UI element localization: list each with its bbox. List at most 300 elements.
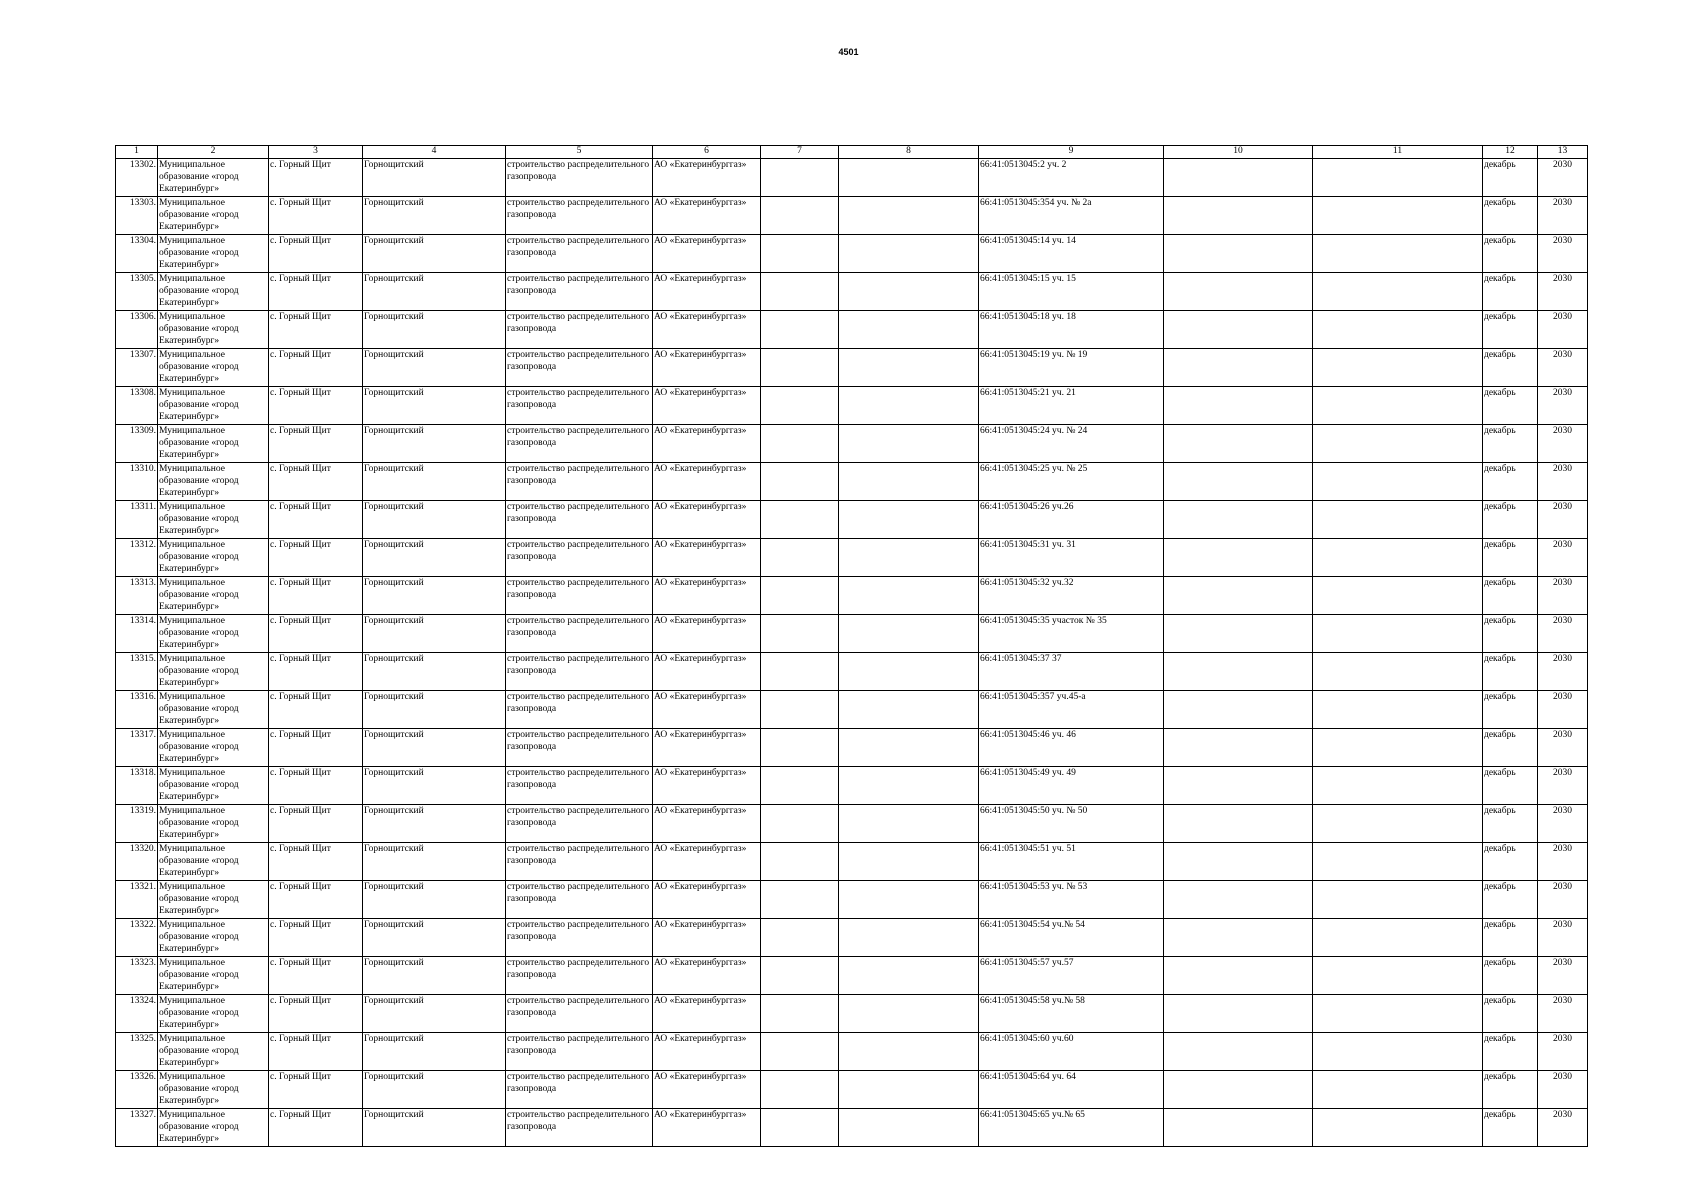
- district-cell: Горнощитский: [363, 1109, 506, 1147]
- cadastral-number-cell: 66:41:0513045:37 37: [979, 653, 1164, 691]
- district-cell: Горнощитский: [363, 615, 506, 653]
- operator-cell: АО «Екатеринбурггаз»: [653, 539, 761, 577]
- cadastral-number-cell: 66:41:0513045:65 уч.№ 65: [979, 1109, 1164, 1147]
- month-cell: декабрь: [1483, 349, 1538, 387]
- purpose-cell: строительство распределительного газопровода: [506, 159, 653, 197]
- year-cell: 2030: [1538, 235, 1588, 273]
- table-row: [116, 387, 1588, 425]
- cadastral-number-cell: 66:41:0513045:50 уч. № 50: [979, 805, 1164, 843]
- cadastral-number-cell: 66:41:0513045:54 уч.№ 54: [979, 919, 1164, 957]
- owner-cell: Муниципальное образование «город Екатеринбург»: [158, 691, 269, 729]
- column-header: 6: [653, 146, 761, 159]
- purpose-cell: строительство распределительного газопровода: [506, 1109, 653, 1147]
- cadastral-number-cell: 66:41:0513045:354 уч. № 2а: [979, 197, 1164, 235]
- month-cell: декабрь: [1483, 1033, 1538, 1071]
- col11-cell: [1313, 767, 1483, 805]
- purpose-cell: строительство распределительного газопровода: [506, 501, 653, 539]
- cadastral-number-cell: 66:41:0513045:32 уч.32: [979, 577, 1164, 615]
- col7-cell: [761, 159, 839, 197]
- cadastral-number-cell: 66:41:0513045:2 уч. 2: [979, 159, 1164, 197]
- col8-cell: [839, 501, 979, 539]
- col7-cell: [761, 767, 839, 805]
- col10-cell: [1164, 1071, 1313, 1109]
- col7-cell: [761, 539, 839, 577]
- purpose-cell: строительство распределительного газопровода: [506, 311, 653, 349]
- year-cell: 2030: [1538, 957, 1588, 995]
- district-cell: Горнощитский: [363, 691, 506, 729]
- col11-cell: [1313, 919, 1483, 957]
- operator-cell: АО «Екатеринбурггаз»: [653, 387, 761, 425]
- col11-cell: [1313, 729, 1483, 767]
- row-number-cell: 13312.: [116, 539, 158, 577]
- table-row: [116, 501, 1588, 539]
- district-cell: Горнощитский: [363, 197, 506, 235]
- purpose-cell: строительство распределительного газопровода: [506, 919, 653, 957]
- locality-cell: с. Горный Щит: [269, 197, 363, 235]
- col10-cell: [1164, 159, 1313, 197]
- table-row: [116, 1109, 1588, 1147]
- column-header: 1: [116, 146, 158, 159]
- table-row: [116, 349, 1588, 387]
- year-cell: 2030: [1538, 463, 1588, 501]
- owner-cell: Муниципальное образование «город Екатеринбург»: [158, 881, 269, 919]
- owner-cell: Муниципальное образование «город Екатеринбург»: [158, 1071, 269, 1109]
- col8-cell: [839, 767, 979, 805]
- locality-cell: с. Горный Щит: [269, 691, 363, 729]
- column-header: 11: [1313, 146, 1483, 159]
- table-row: [116, 843, 1588, 881]
- district-cell: Горнощитский: [363, 349, 506, 387]
- district-cell: Горнощитский: [363, 957, 506, 995]
- cadastral-number-cell: 66:41:0513045:35 участок № 35: [979, 615, 1164, 653]
- col10-cell: [1164, 463, 1313, 501]
- operator-cell: АО «Екатеринбурггаз»: [653, 615, 761, 653]
- owner-cell: Муниципальное образование «город Екатеринбург»: [158, 767, 269, 805]
- col8-cell: [839, 805, 979, 843]
- cadastral-number-cell: 66:41:0513045:64 уч. 64: [979, 1071, 1164, 1109]
- col8-cell: [839, 653, 979, 691]
- row-number-cell: 13304.: [116, 235, 158, 273]
- cadastral-number-cell: 66:41:0513045:58 уч.№ 58: [979, 995, 1164, 1033]
- col11-cell: [1313, 159, 1483, 197]
- column-header: 5: [506, 146, 653, 159]
- owner-cell: Муниципальное образование «город Екатеринбург»: [158, 501, 269, 539]
- owner-cell: Муниципальное образование «город Екатеринбург»: [158, 311, 269, 349]
- row-number-cell: 13305.: [116, 273, 158, 311]
- column-header: 3: [269, 146, 363, 159]
- table-row: [116, 729, 1588, 767]
- col7-cell: [761, 843, 839, 881]
- row-number-cell: 13317.: [116, 729, 158, 767]
- col10-cell: [1164, 273, 1313, 311]
- col11-cell: [1313, 1033, 1483, 1071]
- col11-cell: [1313, 1071, 1483, 1109]
- operator-cell: АО «Екатеринбурггаз»: [653, 1109, 761, 1147]
- row-number-cell: 13326.: [116, 1071, 158, 1109]
- year-cell: 2030: [1538, 767, 1588, 805]
- locality-cell: с. Горный Щит: [269, 577, 363, 615]
- col7-cell: [761, 995, 839, 1033]
- operator-cell: АО «Екатеринбурггаз»: [653, 235, 761, 273]
- year-cell: 2030: [1538, 1109, 1588, 1147]
- locality-cell: с. Горный Щит: [269, 1033, 363, 1071]
- month-cell: декабрь: [1483, 197, 1538, 235]
- table-row: [116, 235, 1588, 273]
- year-cell: 2030: [1538, 577, 1588, 615]
- purpose-cell: строительство распределительного газопровода: [506, 957, 653, 995]
- column-header: 12: [1483, 146, 1538, 159]
- owner-cell: Муниципальное образование «город Екатеринбург»: [158, 843, 269, 881]
- purpose-cell: строительство распределительного газопровода: [506, 273, 653, 311]
- month-cell: декабрь: [1483, 577, 1538, 615]
- col11-cell: [1313, 843, 1483, 881]
- table-row: [116, 539, 1588, 577]
- col11-cell: [1313, 957, 1483, 995]
- district-cell: Горнощитский: [363, 805, 506, 843]
- col11-cell: [1313, 273, 1483, 311]
- col7-cell: [761, 273, 839, 311]
- purpose-cell: строительство распределительного газопровода: [506, 197, 653, 235]
- month-cell: декабрь: [1483, 1109, 1538, 1147]
- col7-cell: [761, 919, 839, 957]
- month-cell: декабрь: [1483, 387, 1538, 425]
- table-row: [116, 197, 1588, 235]
- month-cell: декабрь: [1483, 805, 1538, 843]
- row-number-cell: 13320.: [116, 843, 158, 881]
- row-number-cell: 13314.: [116, 615, 158, 653]
- col11-cell: [1313, 463, 1483, 501]
- purpose-cell: строительство распределительного газопровода: [506, 425, 653, 463]
- purpose-cell: строительство распределительного газопровода: [506, 881, 653, 919]
- owner-cell: Муниципальное образование «город Екатеринбург»: [158, 729, 269, 767]
- col7-cell: [761, 197, 839, 235]
- month-cell: декабрь: [1483, 653, 1538, 691]
- operator-cell: АО «Екатеринбурггаз»: [653, 767, 761, 805]
- month-cell: декабрь: [1483, 235, 1538, 273]
- column-header: 2: [158, 146, 269, 159]
- locality-cell: с. Горный Щит: [269, 1071, 363, 1109]
- year-cell: 2030: [1538, 919, 1588, 957]
- col11-cell: [1313, 653, 1483, 691]
- month-cell: декабрь: [1483, 843, 1538, 881]
- district-cell: Горнощитский: [363, 577, 506, 615]
- row-number-cell: 13313.: [116, 577, 158, 615]
- col11-cell: [1313, 805, 1483, 843]
- cadastral-number-cell: 66:41:0513045:57 уч.57: [979, 957, 1164, 995]
- purpose-cell: строительство распределительного газопровода: [506, 349, 653, 387]
- locality-cell: с. Горный Щит: [269, 1109, 363, 1147]
- purpose-cell: строительство распределительного газопровода: [506, 805, 653, 843]
- district-cell: Горнощитский: [363, 653, 506, 691]
- col11-cell: [1313, 425, 1483, 463]
- month-cell: декабрь: [1483, 539, 1538, 577]
- owner-cell: Муниципальное образование «город Екатеринбург»: [158, 425, 269, 463]
- year-cell: 2030: [1538, 843, 1588, 881]
- table-row: [116, 919, 1588, 957]
- purpose-cell: строительство распределительного газопровода: [506, 691, 653, 729]
- operator-cell: АО «Екатеринбурггаз»: [653, 1033, 761, 1071]
- year-cell: 2030: [1538, 995, 1588, 1033]
- table-body: [116, 159, 1588, 1147]
- purpose-cell: строительство распределительного газопровода: [506, 387, 653, 425]
- operator-cell: АО «Екатеринбурггаз»: [653, 691, 761, 729]
- district-cell: Горнощитский: [363, 919, 506, 957]
- operator-cell: АО «Екатеринбурггаз»: [653, 577, 761, 615]
- owner-cell: Муниципальное образование «город Екатеринбург»: [158, 653, 269, 691]
- year-cell: 2030: [1538, 387, 1588, 425]
- row-number-cell: 13323.: [116, 957, 158, 995]
- locality-cell: с. Горный Щит: [269, 653, 363, 691]
- table-row: [116, 159, 1588, 197]
- locality-cell: с. Горный Щит: [269, 463, 363, 501]
- operator-cell: АО «Екатеринбурггаз»: [653, 729, 761, 767]
- year-cell: 2030: [1538, 425, 1588, 463]
- column-header: 9: [979, 146, 1164, 159]
- col10-cell: [1164, 539, 1313, 577]
- cadastral-number-cell: 66:41:0513045:15 уч. 15: [979, 273, 1164, 311]
- year-cell: 2030: [1538, 501, 1588, 539]
- cadastral-number-cell: 66:41:0513045:21 уч. 21: [979, 387, 1164, 425]
- col10-cell: [1164, 501, 1313, 539]
- locality-cell: с. Горный Щит: [269, 159, 363, 197]
- owner-cell: Муниципальное образование «город Екатеринбург»: [158, 1109, 269, 1147]
- col8-cell: [839, 919, 979, 957]
- owner-cell: Муниципальное образование «город Екатеринбург»: [158, 1033, 269, 1071]
- month-cell: декабрь: [1483, 729, 1538, 767]
- col8-cell: [839, 197, 979, 235]
- locality-cell: с. Горный Щит: [269, 843, 363, 881]
- row-number-cell: 13309.: [116, 425, 158, 463]
- col8-cell: [839, 1071, 979, 1109]
- locality-cell: с. Горный Щит: [269, 767, 363, 805]
- col10-cell: [1164, 767, 1313, 805]
- table-row: [116, 957, 1588, 995]
- col11-cell: [1313, 577, 1483, 615]
- purpose-cell: строительство распределительного газопровода: [506, 843, 653, 881]
- purpose-cell: строительство распределительного газопровода: [506, 1071, 653, 1109]
- cadastral-number-cell: 66:41:0513045:26 уч.26: [979, 501, 1164, 539]
- district-cell: Горнощитский: [363, 1071, 506, 1109]
- district-cell: Горнощитский: [363, 843, 506, 881]
- owner-cell: Муниципальное образование «город Екатеринбург»: [158, 349, 269, 387]
- district-cell: Горнощитский: [363, 729, 506, 767]
- purpose-cell: строительство распределительного газопровода: [506, 235, 653, 273]
- district-cell: Горнощитский: [363, 235, 506, 273]
- owner-cell: Муниципальное образование «город Екатеринбург»: [158, 273, 269, 311]
- col10-cell: [1164, 387, 1313, 425]
- col7-cell: [761, 805, 839, 843]
- col8-cell: [839, 729, 979, 767]
- column-header: 4: [363, 146, 506, 159]
- table-row: [116, 767, 1588, 805]
- row-number-cell: 13319.: [116, 805, 158, 843]
- table-row: [116, 691, 1588, 729]
- col11-cell: [1313, 1109, 1483, 1147]
- col10-cell: [1164, 653, 1313, 691]
- year-cell: 2030: [1538, 805, 1588, 843]
- purpose-cell: строительство распределительного газопровода: [506, 1033, 653, 1071]
- locality-cell: с. Горный Щит: [269, 235, 363, 273]
- month-cell: декабрь: [1483, 767, 1538, 805]
- col8-cell: [839, 235, 979, 273]
- month-cell: декабрь: [1483, 501, 1538, 539]
- locality-cell: с. Горный Щит: [269, 387, 363, 425]
- district-cell: Горнощитский: [363, 425, 506, 463]
- col8-cell: [839, 881, 979, 919]
- col11-cell: [1313, 501, 1483, 539]
- col8-cell: [839, 425, 979, 463]
- year-cell: 2030: [1538, 539, 1588, 577]
- operator-cell: АО «Екатеринбурггаз»: [653, 425, 761, 463]
- col8-cell: [839, 387, 979, 425]
- col7-cell: [761, 957, 839, 995]
- col11-cell: [1313, 881, 1483, 919]
- year-cell: 2030: [1538, 159, 1588, 197]
- cadastral-number-cell: 66:41:0513045:53 уч. № 53: [979, 881, 1164, 919]
- column-header: 10: [1164, 146, 1313, 159]
- cadastral-number-cell: 66:41:0513045:31 уч. 31: [979, 539, 1164, 577]
- locality-cell: с. Горный Щит: [269, 615, 363, 653]
- year-cell: 2030: [1538, 1033, 1588, 1071]
- operator-cell: АО «Екатеринбурггаз»: [653, 881, 761, 919]
- operator-cell: АО «Екатеринбурггаз»: [653, 501, 761, 539]
- table-row: [116, 881, 1588, 919]
- purpose-cell: строительство распределительного газопровода: [506, 653, 653, 691]
- col8-cell: [839, 577, 979, 615]
- owner-cell: Муниципальное образование «город Екатеринбург»: [158, 805, 269, 843]
- col7-cell: [761, 1109, 839, 1147]
- col10-cell: [1164, 919, 1313, 957]
- col11-cell: [1313, 311, 1483, 349]
- operator-cell: АО «Екатеринбурггаз»: [653, 843, 761, 881]
- col8-cell: [839, 463, 979, 501]
- col7-cell: [761, 653, 839, 691]
- locality-cell: с. Горный Щит: [269, 539, 363, 577]
- col7-cell: [761, 463, 839, 501]
- row-number-cell: 13325.: [116, 1033, 158, 1071]
- year-cell: 2030: [1538, 311, 1588, 349]
- locality-cell: с. Горный Щит: [269, 995, 363, 1033]
- operator-cell: АО «Екатеринбурггаз»: [653, 919, 761, 957]
- year-cell: 2030: [1538, 273, 1588, 311]
- table-row: [116, 463, 1588, 501]
- col11-cell: [1313, 197, 1483, 235]
- cadastral-number-cell: 66:41:0513045:46 уч. 46: [979, 729, 1164, 767]
- district-cell: Горнощитский: [363, 501, 506, 539]
- district-cell: Горнощитский: [363, 387, 506, 425]
- table-row: [116, 653, 1588, 691]
- col11-cell: [1313, 539, 1483, 577]
- table-row: [116, 1033, 1588, 1071]
- registry-table: [115, 145, 1588, 1147]
- table-row: [116, 425, 1588, 463]
- col8-cell: [839, 691, 979, 729]
- col7-cell: [761, 577, 839, 615]
- col10-cell: [1164, 577, 1313, 615]
- col8-cell: [839, 1109, 979, 1147]
- col10-cell: [1164, 311, 1313, 349]
- locality-cell: с. Горный Щит: [269, 729, 363, 767]
- district-cell: Горнощитский: [363, 311, 506, 349]
- table-row: [116, 805, 1588, 843]
- district-cell: Горнощитский: [363, 539, 506, 577]
- column-header: 13: [1538, 146, 1588, 159]
- page-number: 4501: [838, 47, 859, 57]
- month-cell: декабрь: [1483, 919, 1538, 957]
- purpose-cell: строительство распределительного газопровода: [506, 995, 653, 1033]
- locality-cell: с. Горный Щит: [269, 425, 363, 463]
- operator-cell: АО «Екатеринбурггаз»: [653, 1071, 761, 1109]
- col7-cell: [761, 235, 839, 273]
- row-number-cell: 13308.: [116, 387, 158, 425]
- district-cell: Горнощитский: [363, 463, 506, 501]
- col10-cell: [1164, 729, 1313, 767]
- locality-cell: с. Горный Щит: [269, 957, 363, 995]
- col7-cell: [761, 501, 839, 539]
- year-cell: 2030: [1538, 197, 1588, 235]
- col7-cell: [761, 729, 839, 767]
- purpose-cell: строительство распределительного газопровода: [506, 615, 653, 653]
- row-number-cell: 13321.: [116, 881, 158, 919]
- col7-cell: [761, 349, 839, 387]
- col8-cell: [839, 1033, 979, 1071]
- table-row: [116, 1071, 1588, 1109]
- year-cell: 2030: [1538, 881, 1588, 919]
- row-number-cell: 13316.: [116, 691, 158, 729]
- owner-cell: Муниципальное образование «город Екатеринбург»: [158, 159, 269, 197]
- row-number-cell: 13315.: [116, 653, 158, 691]
- year-cell: 2030: [1538, 615, 1588, 653]
- header-row: [116, 146, 1588, 159]
- operator-cell: АО «Екатеринбурггаз»: [653, 995, 761, 1033]
- month-cell: декабрь: [1483, 691, 1538, 729]
- col7-cell: [761, 311, 839, 349]
- cadastral-number-cell: 66:41:0513045:51 уч. 51: [979, 843, 1164, 881]
- row-number-cell: 13327.: [116, 1109, 158, 1147]
- col10-cell: [1164, 1033, 1313, 1071]
- col11-cell: [1313, 995, 1483, 1033]
- col8-cell: [839, 539, 979, 577]
- month-cell: декабрь: [1483, 995, 1538, 1033]
- col7-cell: [761, 1033, 839, 1071]
- col10-cell: [1164, 843, 1313, 881]
- col10-cell: [1164, 805, 1313, 843]
- locality-cell: с. Горный Щит: [269, 311, 363, 349]
- table-row: [116, 577, 1588, 615]
- row-number-cell: 13324.: [116, 995, 158, 1033]
- col7-cell: [761, 425, 839, 463]
- month-cell: декабрь: [1483, 159, 1538, 197]
- row-number-cell: 13306.: [116, 311, 158, 349]
- owner-cell: Муниципальное образование «город Екатеринбург»: [158, 387, 269, 425]
- cadastral-number-cell: 66:41:0513045:19 уч. № 19: [979, 349, 1164, 387]
- owner-cell: Муниципальное образование «город Екатеринбург»: [158, 235, 269, 273]
- operator-cell: АО «Екатеринбурггаз»: [653, 349, 761, 387]
- locality-cell: с. Горный Щит: [269, 881, 363, 919]
- district-cell: Горнощитский: [363, 273, 506, 311]
- month-cell: декабрь: [1483, 463, 1538, 501]
- purpose-cell: строительство распределительного газопровода: [506, 767, 653, 805]
- month-cell: декабрь: [1483, 881, 1538, 919]
- purpose-cell: строительство распределительного газопровода: [506, 463, 653, 501]
- col10-cell: [1164, 615, 1313, 653]
- col8-cell: [839, 957, 979, 995]
- operator-cell: АО «Екатеринбурггаз»: [653, 197, 761, 235]
- cadastral-number-cell: 66:41:0513045:60 уч.60: [979, 1033, 1164, 1071]
- col8-cell: [839, 843, 979, 881]
- operator-cell: АО «Екатеринбурггаз»: [653, 463, 761, 501]
- cadastral-number-cell: 66:41:0513045:14 уч. 14: [979, 235, 1164, 273]
